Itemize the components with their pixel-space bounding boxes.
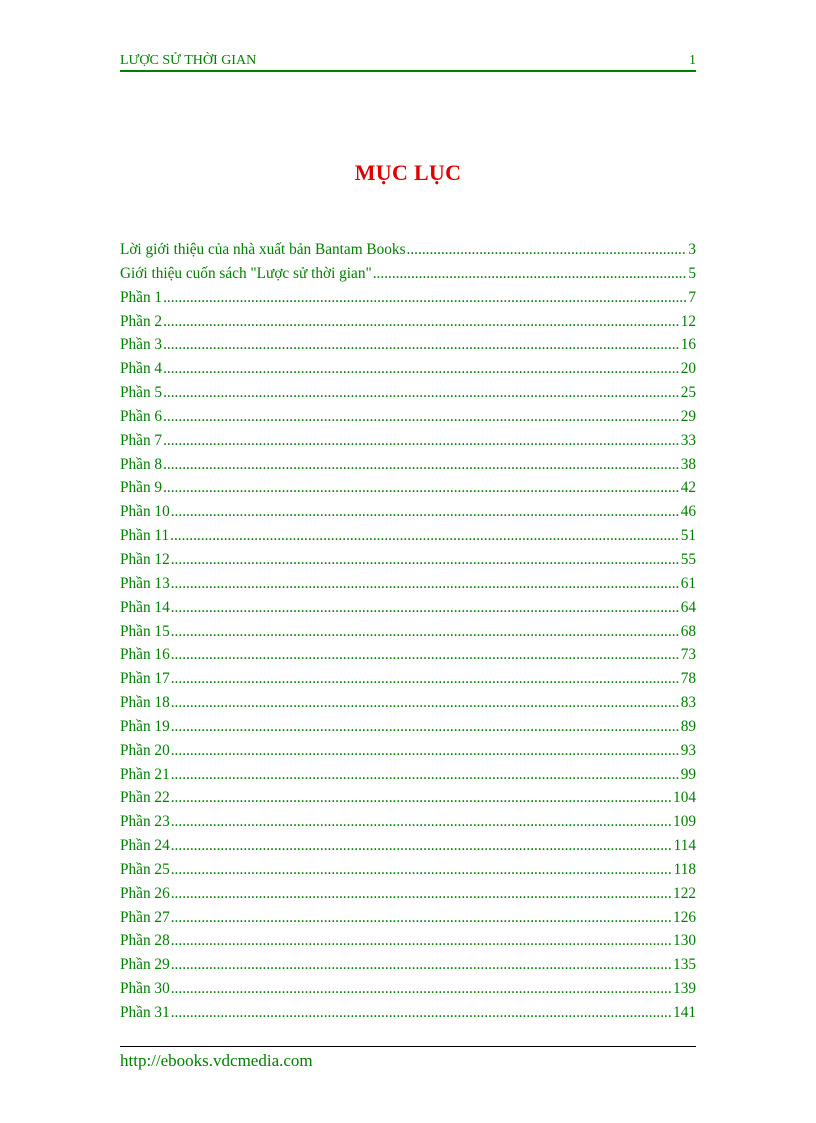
toc-entry-label: Phần 9 xyxy=(120,479,163,497)
toc-entry-page-number: 141 xyxy=(673,1004,696,1021)
toc-entry-page-number: 68 xyxy=(680,622,696,640)
toc-entry-label: Phần 3 xyxy=(120,336,163,354)
toc-dot-leader xyxy=(171,786,672,810)
toc-dot-leader xyxy=(171,906,672,930)
toc-entry-label: Phần 14 xyxy=(120,598,170,616)
toc-entry-page-number: 42 xyxy=(680,479,696,497)
toc-entry-page-number: 99 xyxy=(680,765,696,783)
toc-entry-label: Phần 1 xyxy=(120,288,163,306)
toc-entry-label: Phần 19 xyxy=(120,717,170,735)
toc-dot-leader xyxy=(163,286,687,310)
toc-entry-label: Phần 23 xyxy=(120,813,170,831)
toc-dot-leader xyxy=(171,500,680,524)
footer-url-link[interactable]: http://ebooks.vdcmedia.com xyxy=(120,1051,313,1070)
toc-entry-label: Phần 25 xyxy=(120,860,170,878)
toc-entry-page-number: 130 xyxy=(673,932,696,950)
toc-dot-leader xyxy=(171,572,680,596)
toc-entry[interactable] xyxy=(120,596,696,620)
toc-entry-label: Phần 18 xyxy=(120,694,170,712)
toc-entry-label: Phần 7 xyxy=(120,431,163,449)
page-header xyxy=(120,52,696,72)
table-of-contents xyxy=(120,238,696,1025)
toc-dot-leader xyxy=(163,381,680,405)
toc-entry[interactable] xyxy=(120,786,696,810)
toc-entry-page-number: 16 xyxy=(680,336,696,354)
toc-entry[interactable] xyxy=(120,310,696,334)
toc-entry[interactable] xyxy=(120,238,696,262)
toc-entry-page-number: 114 xyxy=(673,837,696,855)
toc-dot-leader xyxy=(163,453,680,477)
toc-entry-page-number: 64 xyxy=(680,598,696,616)
toc-entry[interactable] xyxy=(120,620,696,644)
toc-dot-leader xyxy=(163,476,680,500)
toc-entry-page-number: 109 xyxy=(673,813,696,831)
toc-entry-page-number: 118 xyxy=(673,860,696,878)
toc-entry[interactable] xyxy=(120,1001,696,1025)
toc-dot-leader xyxy=(171,739,680,763)
toc-entry-page-number: 33 xyxy=(680,431,696,449)
toc-entry-page-number: 104 xyxy=(673,789,696,807)
toc-entry-page-number: 29 xyxy=(680,407,696,425)
toc-entry-page-number: 51 xyxy=(680,527,696,545)
toc-entry-page-number: 135 xyxy=(673,956,696,974)
toc-entry-label: Phần 6 xyxy=(120,407,163,425)
page-footer xyxy=(120,1046,696,1070)
toc-entry-label: Phần 16 xyxy=(120,646,170,664)
toc-entry[interactable] xyxy=(120,429,696,453)
toc-dot-leader xyxy=(171,643,680,667)
toc-entry-page-number: 139 xyxy=(673,980,696,998)
toc-entry[interactable] xyxy=(120,262,696,286)
toc-dot-leader xyxy=(171,882,672,906)
toc-entry-label: Phần 12 xyxy=(120,550,170,568)
toc-entry[interactable] xyxy=(120,524,696,548)
toc-entry-label: Phần 31 xyxy=(120,1004,170,1021)
toc-entry[interactable] xyxy=(120,500,696,524)
toc-entry[interactable] xyxy=(120,858,696,882)
header-book-title: LƯỢC SỬ THỜI GIAN xyxy=(120,53,257,68)
toc-entry-label: Phần 15 xyxy=(120,622,170,640)
toc-entry[interactable] xyxy=(120,691,696,715)
toc-entry-page-number: 55 xyxy=(680,550,696,568)
toc-dot-leader xyxy=(163,310,680,334)
toc-dot-leader xyxy=(407,238,688,262)
toc-entry[interactable] xyxy=(120,357,696,381)
toc-entry-page-number: 7 xyxy=(688,288,696,306)
toc-dot-leader xyxy=(171,810,672,834)
toc-entry-label: Phần 4 xyxy=(120,360,163,378)
toc-entry[interactable] xyxy=(120,286,696,310)
toc-dot-leader xyxy=(171,929,672,953)
toc-entry-page-number: 93 xyxy=(680,741,696,759)
toc-entry[interactable] xyxy=(120,715,696,739)
toc-entry-page-number: 78 xyxy=(680,670,696,688)
toc-dot-leader xyxy=(171,548,680,572)
toc-dot-leader xyxy=(171,620,680,644)
toc-entry-label: Phần 2 xyxy=(120,312,163,330)
toc-dot-leader xyxy=(171,691,680,715)
toc-entry[interactable] xyxy=(120,405,696,429)
header-page-number: 1 xyxy=(689,53,696,68)
toc-entry[interactable] xyxy=(120,906,696,930)
toc-entry[interactable] xyxy=(120,453,696,477)
toc-entry-label: Phần 17 xyxy=(120,670,170,688)
toc-dot-leader xyxy=(163,357,680,381)
toc-dot-leader xyxy=(171,715,680,739)
toc-entry[interactable] xyxy=(120,643,696,667)
toc-entry-page-number: 3 xyxy=(688,241,696,258)
toc-entry[interactable] xyxy=(120,667,696,691)
toc-entry[interactable] xyxy=(120,834,696,858)
toc-entry-label: Phần 26 xyxy=(120,884,170,902)
toc-entry-page-number: 122 xyxy=(673,884,696,902)
toc-dot-leader xyxy=(171,667,680,691)
toc-entry[interactable] xyxy=(120,929,696,953)
toc-entry[interactable] xyxy=(120,763,696,787)
toc-dot-leader xyxy=(163,333,680,357)
toc-entry-label: Phần 8 xyxy=(120,455,163,473)
toc-entry-label: Phần 5 xyxy=(120,384,163,402)
toc-dot-leader xyxy=(171,596,680,620)
toc-entry-label: Phần 22 xyxy=(120,789,170,807)
toc-entry-page-number: 25 xyxy=(680,384,696,402)
toc-entry-label: Phần 13 xyxy=(120,574,170,592)
toc-entry-label: Phần 11 xyxy=(120,527,170,545)
toc-entry[interactable] xyxy=(120,739,696,763)
toc-entry-page-number: 38 xyxy=(680,455,696,473)
toc-entry-page-number: 12 xyxy=(680,312,696,330)
toc-dot-leader xyxy=(373,262,688,286)
toc-dot-leader xyxy=(171,953,672,977)
toc-entry-label: Phần 24 xyxy=(120,837,170,855)
toc-heading: MỤC LỤC xyxy=(354,160,462,185)
toc-entry-page-number: 126 xyxy=(673,908,696,926)
toc-dot-leader xyxy=(171,858,673,882)
toc-entry[interactable] xyxy=(120,810,696,834)
toc-entry-label: Phần 29 xyxy=(120,956,170,974)
toc-entry-page-number: 83 xyxy=(680,694,696,712)
toc-dot-leader xyxy=(171,834,673,858)
toc-entry[interactable] xyxy=(120,476,696,500)
toc-entry-label: Phần 30 xyxy=(120,980,170,998)
toc-entry[interactable] xyxy=(120,882,696,906)
toc-entry-label: Phần 21 xyxy=(120,765,170,783)
toc-dot-leader xyxy=(163,429,680,453)
toc-entry[interactable] xyxy=(120,381,696,405)
toc-dot-leader xyxy=(170,524,680,548)
toc-entry-label: Phần 28 xyxy=(120,932,170,950)
toc-dot-leader xyxy=(171,977,672,1001)
toc-entry-page-number: 89 xyxy=(680,717,696,735)
toc-dot-leader xyxy=(171,1001,672,1025)
toc-entry[interactable] xyxy=(120,953,696,977)
toc-entry-page-number: 46 xyxy=(680,503,696,521)
toc-dot-leader xyxy=(163,405,680,429)
toc-entry[interactable] xyxy=(120,333,696,357)
toc-entry-page-number: 5 xyxy=(688,264,696,282)
toc-dot-leader xyxy=(171,763,680,787)
toc-entry-label: Phần 27 xyxy=(120,908,170,926)
toc-entry-label: Phần 10 xyxy=(120,503,170,521)
toc-entry-page-number: 20 xyxy=(680,360,696,378)
toc-entry-label: Lời giới thiệu của nhà xuất bản Bantam Books xyxy=(120,241,406,258)
toc-entry-page-number: 73 xyxy=(680,646,696,664)
toc-entry[interactable] xyxy=(120,572,696,596)
toc-entry-page-number: 61 xyxy=(680,574,696,592)
toc-entry-label: Phần 20 xyxy=(120,741,170,759)
toc-entry-label: Giới thiệu cuốn sách "Lược sử thời gian" xyxy=(120,264,372,282)
toc-entry[interactable] xyxy=(120,548,696,572)
toc-entry[interactable] xyxy=(120,977,696,1001)
